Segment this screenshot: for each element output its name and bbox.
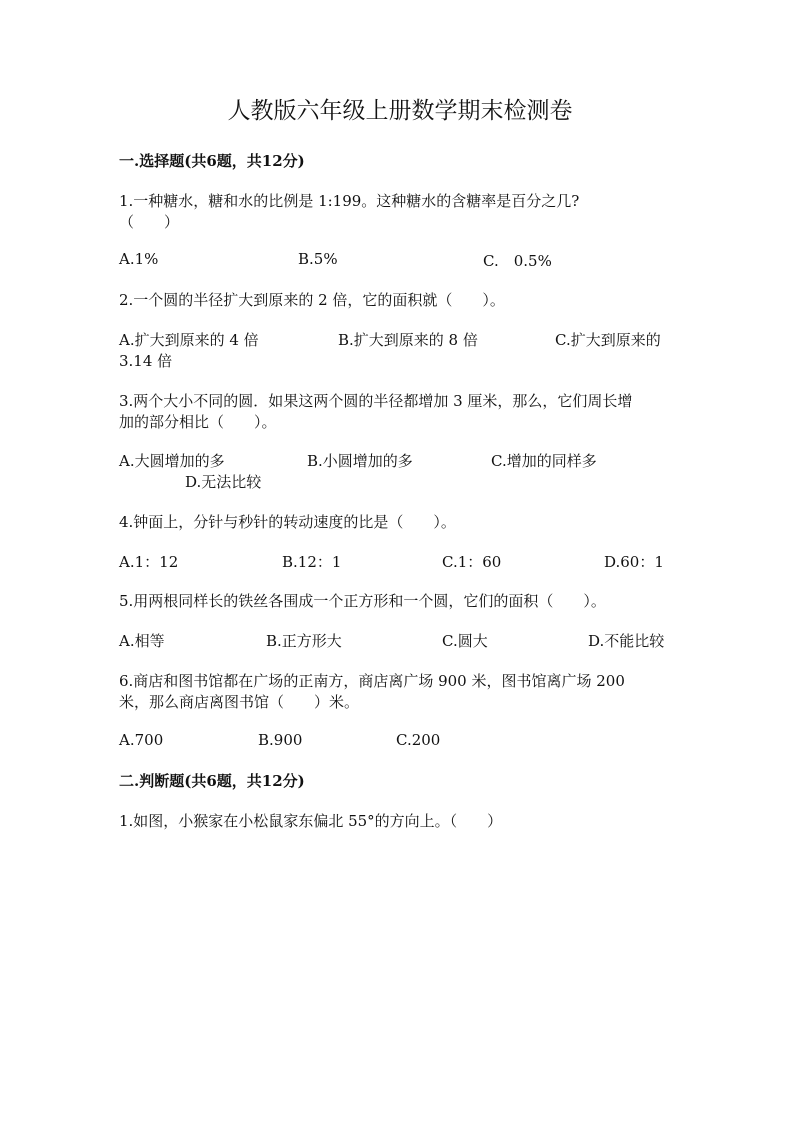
- question-5-option-a: A.相等: [119, 632, 165, 650]
- question-2-option-c-continued: 3.14 倍: [119, 352, 173, 370]
- question-1-option-a: A.1%: [119, 250, 159, 268]
- question-4-text: 4.钟面上，分针与秒针的转动速度的比是（ ）。: [119, 513, 456, 531]
- question-6-text-continued: 米，那么商店离图书馆（ ）米。: [119, 693, 360, 711]
- question-5-option-d: D.不能比较: [588, 632, 665, 650]
- question-2-option-a: A.扩大到原来的 4 倍: [119, 331, 259, 349]
- question-3-option-c: C.增加的同样多: [491, 452, 597, 470]
- question-3-text: 3.两个大小不同的圆．如果这两个圆的半径都增加 3 厘米，那么，它们周长增: [119, 392, 633, 410]
- question-2-text: 2.一个圆的半径扩大到原来的 2 倍，它的面积就（ ）。: [119, 291, 505, 309]
- question-3-option-b: B.小圆增加的多: [307, 452, 413, 470]
- question-1-blank: （ ）: [119, 213, 180, 231]
- tf-question-1-text: 1.如图，小猴家在小松鼠家东偏北 55°的方向上。（ ）: [119, 812, 503, 830]
- question-2-option-c: C.扩大到原来的: [555, 331, 661, 349]
- question-2-option-b: B.扩大到原来的 8 倍: [338, 331, 478, 349]
- question-1-option-c: C. 0.5%: [483, 252, 552, 270]
- question-5-text: 5.用两根同样长的铁丝各围成一个正方形和一个圆，它们的面积（ ）。: [119, 592, 606, 610]
- question-3-option-a: A.大圆增加的多: [119, 452, 225, 470]
- question-5-option-c: C.圆大: [442, 632, 488, 650]
- question-6-option-b: B.900: [258, 731, 303, 749]
- section-heading-true-false: 二.判断题(共6题，共12分): [119, 772, 305, 790]
- question-6-text: 6.商店和图书馆都在广场的正南方，商店离广场 900 米，图书馆离广场 200: [119, 672, 625, 690]
- section-heading-choice: 一.选择题(共6题，共12分): [119, 152, 305, 170]
- question-4-option-a: A.1：12: [119, 553, 179, 571]
- question-5-option-b: B.正方形大: [266, 632, 342, 650]
- question-1-option-b: B.5%: [298, 250, 338, 268]
- question-6-option-a: A.700: [119, 731, 164, 749]
- question-4-option-b: B.12：1: [282, 553, 342, 571]
- question-4-option-c: C.1：60: [442, 553, 502, 571]
- page-title: 人教版六年级上册数学期末检测卷: [227, 98, 573, 124]
- question-6-option-c: C.200: [396, 731, 441, 749]
- question-3-text-continued: 加的部分相比（ ）。: [119, 413, 277, 431]
- question-1-text: 1.一种糖水，糖和水的比例是 1:199。这种糖水的含糖率是百分之几?: [119, 192, 580, 210]
- question-4-option-d: D.60：1: [604, 553, 664, 571]
- question-3-option-d: D.无法比较: [185, 473, 262, 491]
